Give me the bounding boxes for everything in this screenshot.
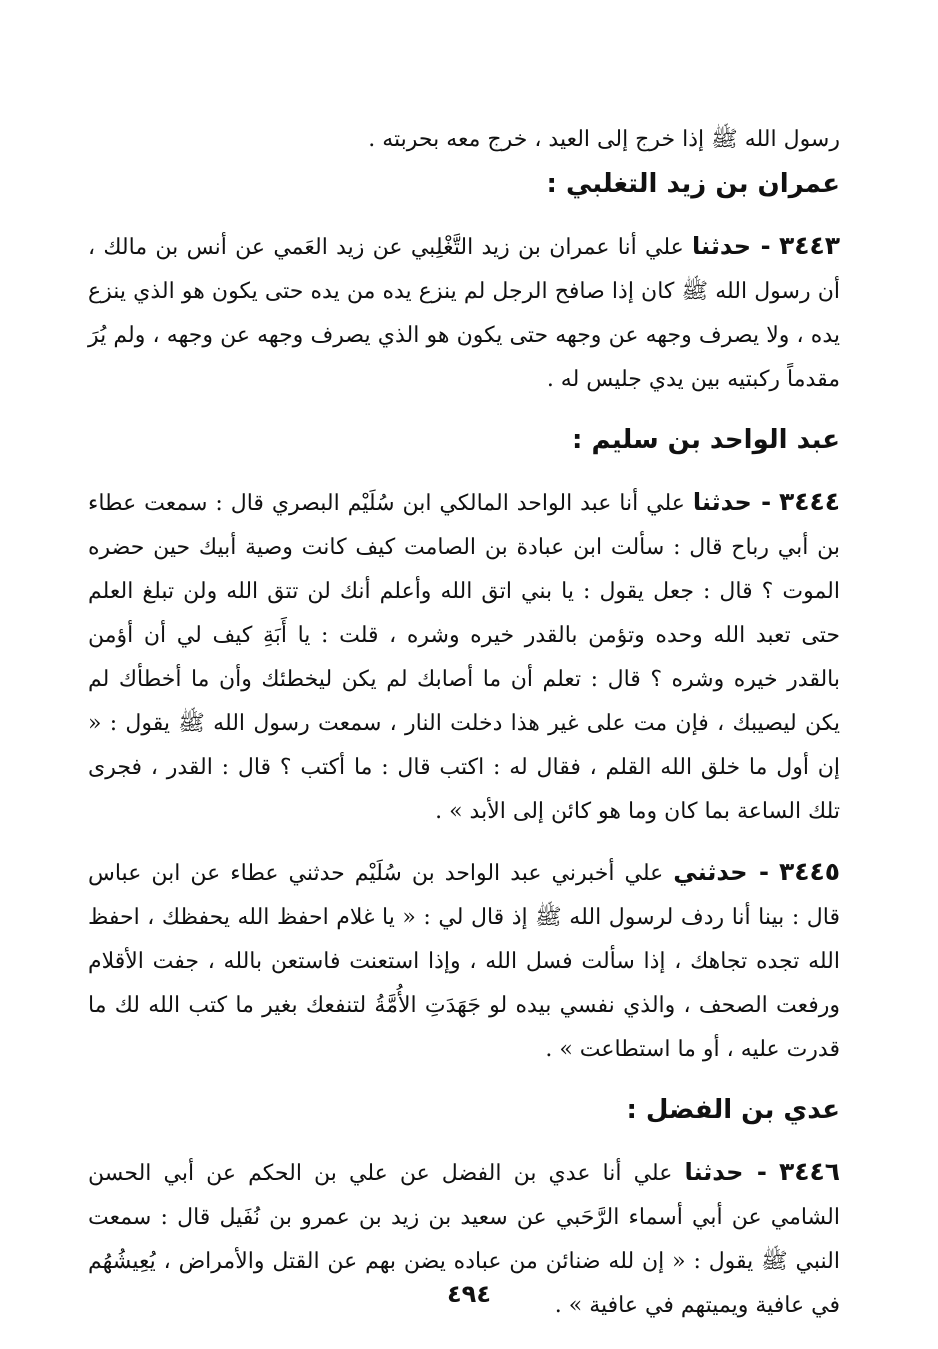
section-heading: عبد الواحد بن سليم :: [572, 425, 840, 455]
hadith-text: علي أنا عمران بن زيد التَّغْلِبي عن زيد العَمي عن أنس بن مالك ، أن رسول الله ﷺ كان إذا صافح الرجل لم ينزع يده من يده حتى يكون هو الذي ينزع يده ، ولا يصرف وجهه عن وجهه حتى يكون هو الذي يصرف وجهه عن وجهه ، ولم يُرَ مقدماً ركبتيه بين يدي جليس له .: [88, 235, 840, 392]
hadith-number: ٣٤٤٦: [778, 1157, 840, 1186]
page-number: ٤٩٤: [447, 1280, 491, 1308]
page-body: [88, 118, 840, 1344]
hadith-text: علي أنا عدي بن الفضل عن علي بن الحكم عن أبي الحسن الشامي عن أبي أسماء الرَّحَبي عن سعيد بن زيد بن عمرو بن نُفَيل قال : سمعت النبي ﷺ يقول : « إن لله ضنائن من عباده يضن بهم عن القتل والأمراض ، يُعِيشُهُم في عافية ويميتهم في عافية » .: [88, 1161, 840, 1318]
hadith-entry: [88, 480, 840, 834]
hadith-narration-word: - حدثنا: [692, 488, 772, 516]
narrator-word: حدثنا: [692, 488, 752, 516]
section-heading: عدي بن الفضل :: [626, 1095, 840, 1125]
section-heading: عمران بن زيد التغلبي :: [546, 169, 840, 199]
intro-line: رسول الله ﷺ إذا خرج إلى العيد ، خرج معه بحربته .: [368, 127, 840, 152]
hadith-narration-word: - حدثنا: [692, 232, 771, 260]
hadith-entry: [88, 850, 840, 1072]
hadith-entry: [88, 224, 840, 402]
hadith-text: علي أنا عبد الواحد المالكي ابن سُلَيْم البصري قال : سمعت عطاء بن أبي رباح قال : سألت ابن عبادة بن الصامت كيف كانت وصية أبيك حين حضره الموت ؟ قال : جعل يقول : يا بني اتق الله وأعلم أنك لن تتق الله ولن تبلغ العلم حتى تعبد الله وحده وتؤمن بالقدر خيره وشره ، قلت : يا أَبَةِ كيف لي أن أؤمن بالقدر خيره وشره ؟ قال : تعلم أن ما أصابك لم يكن ليخطئك وأن ما أخطأك لم يكن ليصيبك ، فإن مت على غير هذا دخلت النار ، سمعت رسول الله ﷺ يقول : « إن أول ما خلق الله القلم ، فقال له : اكتب قال : ما أكتب ؟ قال : القدر ، فجرى تلك الساعة بما كان وما هو كائن إلى الأبد » .: [88, 491, 840, 824]
narrator-word: حدثنا: [684, 1158, 744, 1186]
hadith-narration-word: - حدثني: [673, 858, 769, 886]
hadith-number: ٣٤٤٣: [778, 231, 840, 260]
hadith-number: ٣٤٤٥: [778, 857, 840, 886]
narrator-word: حدثنا: [692, 232, 752, 260]
hadith-number: ٣٤٤٤: [778, 487, 840, 516]
hadith-narration-word: - حدثنا: [684, 1158, 767, 1186]
section-abd-al-wahid: [88, 418, 840, 1072]
section-imran: [88, 162, 840, 402]
narrator-word: حدثني: [673, 858, 748, 886]
hadith-text: علي أخبرني عبد الواحد بن سُلَيْم حدثني عطاء عن ابن عباس قال : بينا أنا ردف لرسول الله ﷺ إذ قال لي : « يا غلام احفظ الله يحفظك ، احفظ الله تجده تجاهك ، إذا سألت فسل الله ، وإذا استعنت فاستعن بالله ، جفت الأقلام ورفعت الصحف ، والذي نفسي بيده لو جَهَدَتِ الأُمَّةُ لتنفعك بغير ما كتب الله لك ما قدرت عليه ، أو ما استطاعت » .: [88, 861, 840, 1062]
